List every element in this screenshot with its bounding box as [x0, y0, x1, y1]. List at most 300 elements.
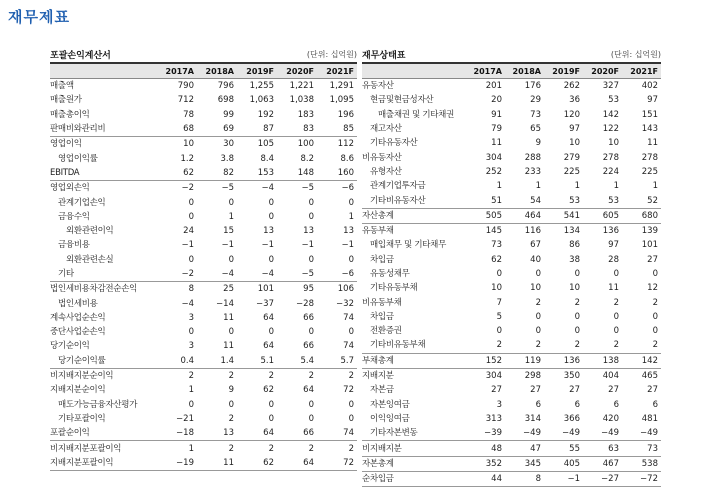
row-label: 유동성채무: [370, 269, 410, 279]
cell-value: 505: [466, 208, 505, 223]
cell-value: 0: [268, 327, 274, 338]
table-row: [50, 296, 357, 310]
cell-value: 55: [544, 441, 583, 456]
cell-value: 6: [535, 399, 541, 410]
cell-value: 25: [197, 282, 237, 297]
table-row: [50, 166, 357, 181]
row-label: 기타포괄이익: [58, 413, 106, 424]
cell-value: 24: [183, 226, 194, 237]
row-label: 중단사업순손익: [50, 327, 106, 338]
cell-value: −1: [544, 472, 583, 487]
income-statement-table: [50, 64, 357, 471]
cell-value: 192: [257, 109, 274, 120]
row-label: 매출총이익: [50, 109, 90, 120]
cell-value: 64: [263, 312, 274, 323]
cell-value: −4: [237, 181, 277, 196]
row-label: 유동자산: [362, 81, 394, 92]
cell-value: 0: [268, 399, 274, 410]
table-row: [50, 311, 357, 325]
row-label: 기타비유동자산: [370, 195, 426, 206]
cell-value: 538: [622, 456, 661, 471]
cell-value: 5.1: [260, 355, 274, 366]
row-label: 비유동부채: [362, 297, 402, 308]
cell-value: 1: [228, 211, 234, 222]
cell-value: 0: [348, 327, 354, 338]
cell-value: 1: [157, 441, 197, 456]
cell-value: 66: [303, 341, 314, 352]
row-label: 매출원가: [50, 95, 82, 106]
cell-value: 66: [303, 428, 314, 439]
cell-value: 2: [237, 368, 277, 383]
table-row: [362, 310, 661, 324]
row-label: 금융수익: [58, 211, 90, 222]
table-row: [50, 441, 357, 456]
table-row: [50, 456, 357, 471]
cell-value: 0: [652, 326, 658, 337]
cell-value: −2: [157, 181, 197, 196]
cell-value: 0: [613, 311, 619, 322]
cell-value: 136: [544, 353, 583, 368]
cell-value: 350: [544, 368, 583, 383]
table-row: [50, 368, 357, 383]
cell-value: 605: [583, 208, 622, 223]
cell-value: 153: [257, 167, 274, 178]
row-label: 유동부채: [362, 223, 466, 238]
row-label: 법인세비용: [58, 298, 98, 309]
cell-value: −4: [261, 269, 274, 279]
cell-value: 44: [466, 472, 505, 487]
cell-value: 27: [647, 254, 658, 265]
cell-value: 142: [622, 353, 661, 368]
cell-value: 73: [530, 109, 541, 120]
row-label: 비유동자산: [362, 152, 402, 163]
cell-value: 314: [524, 413, 541, 424]
cell-value: 790: [177, 81, 194, 92]
cell-value: 698: [217, 95, 234, 106]
cell-value: 101: [641, 240, 658, 251]
row-label: 현금및현금성자산: [370, 95, 434, 106]
cell-value: 72: [317, 456, 357, 471]
cell-value: 6: [613, 399, 619, 410]
cell-value: −5: [197, 181, 237, 196]
cell-value: 0: [268, 413, 274, 424]
cell-value: 62: [263, 385, 274, 396]
cell-value: 97: [569, 124, 580, 135]
cell-value: −1: [261, 240, 274, 251]
cell-value: 27: [569, 385, 580, 396]
cell-value: 53: [608, 95, 619, 106]
cell-value: 119: [505, 353, 544, 368]
cell-value: 1.2: [180, 153, 194, 164]
cell-value: 85: [343, 124, 354, 135]
column-header-year: 2017A: [157, 64, 197, 79]
cell-value: 345: [505, 456, 544, 471]
cell-value: 352: [466, 456, 505, 471]
cell-value: −5: [277, 181, 317, 196]
cell-value: 0: [268, 211, 274, 222]
row-label: 매출액: [50, 81, 74, 92]
cell-value: 9: [228, 385, 234, 396]
cell-value: −1: [301, 240, 314, 251]
cell-value: 225: [641, 166, 658, 177]
row-label: 기타유동부채: [370, 283, 418, 294]
cell-value: 91: [491, 109, 502, 120]
cell-value: −1: [341, 240, 354, 251]
row-label: 당기순이익: [50, 341, 90, 352]
cell-value: −49: [523, 428, 541, 439]
cell-value: 304: [466, 368, 505, 383]
cell-value: 0: [308, 211, 314, 222]
cell-value: 86: [569, 240, 580, 251]
cell-value: 467: [583, 456, 622, 471]
cell-value: 11: [197, 456, 237, 471]
page-title: 재무제표: [8, 8, 70, 26]
row-label: 자본총계: [362, 456, 466, 471]
income-statement-header: [50, 48, 357, 64]
cell-value: 252: [485, 166, 502, 177]
cell-value: 0: [308, 413, 314, 424]
cell-value: 2: [535, 297, 541, 308]
table-row: [362, 412, 661, 426]
table-row: [362, 136, 661, 150]
table-row: [50, 238, 357, 252]
cell-value: 10: [530, 283, 541, 294]
row-label: 당기순이익률: [58, 355, 106, 366]
cell-value: 1: [574, 181, 580, 192]
cell-value: 1,291: [329, 81, 354, 92]
cell-value: 122: [602, 124, 619, 135]
cell-value: 82: [223, 167, 234, 178]
cell-value: 0: [535, 326, 541, 337]
cell-value: 29: [530, 95, 541, 106]
table-row: [362, 368, 661, 383]
income-statement-title: 포괄손익계산서: [50, 51, 111, 61]
cell-value: 20: [491, 95, 502, 106]
table-header-row: [50, 64, 357, 79]
table-row: [362, 122, 661, 136]
cell-value: 134: [544, 223, 583, 238]
cell-value: 10: [157, 137, 197, 152]
column-header-label: [50, 64, 157, 79]
column-header-year: 2018A: [505, 64, 544, 79]
cell-value: 151: [641, 109, 658, 120]
cell-value: −5: [301, 269, 314, 279]
column-header-year: 2019F: [237, 64, 277, 79]
cell-value: 304: [485, 152, 502, 163]
cell-value: 79: [491, 124, 502, 135]
table-row: [50, 137, 357, 152]
cell-value: 0: [188, 327, 194, 338]
cell-value: 36: [569, 95, 580, 106]
cell-value: −1: [181, 240, 194, 251]
row-label: 영업외손익: [50, 181, 157, 196]
table-row: [362, 179, 661, 193]
cell-value: 99: [223, 109, 234, 120]
cell-value: 69: [223, 124, 234, 135]
cell-value: 143: [641, 124, 658, 135]
cell-value: −49: [640, 428, 658, 439]
row-label: 영업이익률: [58, 153, 98, 164]
cell-value: 8: [505, 472, 544, 487]
table-row: [362, 93, 661, 107]
cell-value: 262: [563, 81, 580, 92]
cell-value: 1: [348, 211, 354, 222]
cell-value: 8: [157, 282, 197, 297]
cell-value: 0: [308, 399, 314, 410]
cell-value: 3: [188, 312, 194, 323]
cell-value: 1: [188, 385, 194, 396]
cell-value: −49: [601, 428, 619, 439]
cell-value: 7: [496, 297, 502, 308]
cell-value: 9: [535, 138, 541, 149]
income-statement-unit: (단위: 십억원): [306, 50, 357, 59]
cell-value: 6: [574, 399, 580, 410]
cell-value: 680: [622, 208, 661, 223]
table-row: [362, 383, 661, 397]
cell-value: 0: [308, 197, 314, 208]
cell-value: 1,038: [289, 95, 314, 106]
cell-value: 27: [608, 385, 619, 396]
cell-value: 62: [237, 456, 277, 471]
cell-value: 74: [343, 341, 354, 352]
cell-value: 1: [535, 181, 541, 192]
row-label: 차입금: [370, 311, 394, 322]
cell-value: 3.8: [220, 153, 234, 164]
cell-value: 176: [524, 81, 541, 92]
table-row: [362, 253, 661, 267]
cell-value: 541: [544, 208, 583, 223]
cell-value: 10: [608, 138, 619, 149]
cell-value: 100: [277, 137, 317, 152]
cell-value: 0: [652, 269, 658, 279]
cell-value: 8.6: [340, 153, 354, 164]
table-row: [362, 165, 661, 179]
table-row: [362, 108, 661, 122]
table-row: [362, 472, 661, 487]
cell-value: −32: [336, 298, 354, 309]
table-row: [50, 426, 357, 441]
cell-value: 2: [197, 441, 237, 456]
cell-value: 87: [263, 124, 274, 135]
row-label: 비지배지분: [362, 441, 466, 456]
cell-value: 712: [177, 95, 194, 106]
cell-value: 183: [297, 109, 314, 120]
cell-value: −6: [317, 181, 357, 196]
cell-value: −27: [583, 472, 622, 487]
table-row: [50, 339, 357, 353]
cell-value: 65: [530, 124, 541, 135]
cell-value: 481: [641, 413, 658, 424]
cell-value: 53: [569, 195, 580, 206]
cell-value: 796: [217, 81, 234, 92]
cell-value: 136: [583, 223, 622, 238]
cell-value: 67: [530, 240, 541, 251]
table-row: [362, 267, 661, 281]
cell-value: 120: [563, 109, 580, 120]
cell-value: 0: [535, 311, 541, 322]
cell-value: 0: [228, 399, 234, 410]
row-label: 순차입금: [362, 472, 466, 487]
cell-value: 0: [574, 311, 580, 322]
cell-value: 27: [491, 385, 502, 396]
cell-value: 8.4: [260, 153, 274, 164]
cell-value: 3: [188, 341, 194, 352]
cell-value: 420: [602, 413, 619, 424]
cell-value: 5: [496, 311, 502, 322]
cell-value: 64: [263, 428, 274, 439]
row-label: 지배지분순이익: [50, 385, 106, 396]
cell-value: 11: [608, 283, 619, 294]
table-row: [50, 79, 357, 94]
cell-value: 66: [303, 312, 314, 323]
cell-value: 0: [348, 399, 354, 410]
table-row: [362, 324, 661, 338]
cell-value: 3: [496, 399, 502, 410]
cell-value: −6: [341, 269, 354, 279]
table-row: [50, 267, 357, 282]
cell-value: 138: [583, 353, 622, 368]
cell-value: 83: [303, 124, 314, 135]
row-label: 매출채권 및 기타채권: [378, 109, 455, 120]
cell-value: 2: [652, 297, 658, 308]
cell-value: 139: [622, 223, 661, 238]
row-label: 매입채무 및 기타채무: [370, 240, 447, 251]
cell-value: 72: [343, 385, 354, 396]
cell-value: 1: [652, 181, 658, 192]
table-row: [362, 426, 661, 441]
cell-value: 105: [237, 137, 277, 152]
table-row: [50, 195, 357, 209]
cell-value: −39: [484, 428, 502, 439]
cell-value: 30: [197, 137, 237, 152]
cell-value: 2: [277, 368, 317, 383]
cell-value: 11: [223, 312, 234, 323]
cell-value: 13: [223, 428, 234, 439]
row-label: 부채총계: [362, 353, 466, 368]
row-label: 기타비유동부채: [370, 340, 426, 351]
cell-value: 12: [647, 283, 658, 294]
table-row: [362, 281, 661, 295]
cell-value: 0: [308, 254, 314, 265]
cell-value: 278: [641, 152, 658, 163]
cell-value: 95: [277, 282, 317, 297]
cell-value: 13: [343, 226, 354, 237]
table-row: [362, 208, 661, 223]
cell-value: 116: [505, 223, 544, 238]
cell-value: 13: [263, 226, 274, 237]
cell-value: 278: [602, 152, 619, 163]
cell-value: 0.4: [180, 355, 194, 366]
row-label: 매도가능금융자산평가: [58, 399, 138, 410]
row-label: 외환관련손실: [66, 254, 114, 265]
cell-value: −1: [221, 240, 234, 251]
cell-value: 0: [228, 197, 234, 208]
table-row: [50, 108, 357, 122]
cell-value: 74: [343, 428, 354, 439]
cell-value: −4: [181, 298, 194, 309]
cell-value: 0: [228, 327, 234, 338]
cell-value: 0: [613, 269, 619, 279]
cell-value: 47: [505, 441, 544, 456]
cell-value: −4: [221, 269, 234, 279]
row-label: 관계기업손익: [58, 197, 106, 208]
cell-value: 48: [466, 441, 505, 456]
cell-value: 68: [183, 124, 194, 135]
cell-value: 0: [308, 327, 314, 338]
cell-value: 1: [613, 181, 619, 192]
row-label: 기타자본변동: [370, 428, 418, 439]
cell-value: −18: [176, 428, 194, 439]
cell-value: 6: [652, 399, 658, 410]
balance-sheet-unit: (단위: 십억원): [610, 50, 661, 59]
cell-value: 64: [277, 456, 317, 471]
table-row: [50, 181, 357, 196]
column-header-year: 2019F: [544, 64, 583, 79]
row-label: 영업이익: [50, 137, 157, 152]
cell-value: 1,221: [289, 81, 314, 92]
cell-value: 101: [237, 282, 277, 297]
cell-value: 5.4: [300, 355, 314, 366]
cell-value: 73: [491, 240, 502, 251]
cell-value: 201: [485, 81, 502, 92]
row-label: 지배지분포괄이익: [50, 456, 157, 471]
cell-value: 11: [647, 138, 658, 149]
table-row: [50, 253, 357, 267]
cell-value: −49: [562, 428, 580, 439]
cell-value: 0: [535, 269, 541, 279]
row-label: 외환관련이익: [66, 226, 114, 237]
row-label: 재고자산: [370, 124, 402, 135]
column-header-year: 2021F: [622, 64, 661, 79]
cell-value: 2: [237, 441, 277, 456]
cell-value: 62: [183, 167, 194, 178]
column-header-year: 2021F: [317, 64, 357, 79]
table-row: [362, 79, 661, 94]
cell-value: 142: [602, 109, 619, 120]
row-label: 전환증권: [370, 326, 402, 337]
row-label: 계속사업순손익: [50, 312, 106, 323]
cell-value: 62: [491, 254, 502, 265]
cell-value: 0: [652, 311, 658, 322]
cell-value: 1,063: [249, 95, 274, 106]
cell-value: 2: [535, 340, 541, 351]
cell-value: 97: [608, 240, 619, 251]
cell-value: 0: [348, 197, 354, 208]
column-header-year: 2017A: [466, 64, 505, 79]
cell-value: 10: [491, 283, 502, 294]
balance-sheet-header: [362, 48, 661, 64]
cell-value: −37: [256, 298, 274, 309]
table-row: [362, 338, 661, 353]
cell-value: 288: [524, 152, 541, 163]
cell-value: 0: [496, 326, 502, 337]
cell-value: 13: [303, 226, 314, 237]
table-row: [50, 354, 357, 369]
cell-value: 64: [303, 385, 314, 396]
cell-value: −72: [622, 472, 661, 487]
cell-value: 64: [263, 341, 274, 352]
cell-value: 0: [188, 211, 194, 222]
row-label: 기타유동자산: [370, 138, 418, 149]
cell-value: 2: [317, 368, 357, 383]
cell-value: 27: [647, 385, 658, 396]
row-label: EBITDA: [50, 167, 80, 178]
table-row: [50, 398, 357, 412]
cell-value: 0: [188, 197, 194, 208]
cell-value: 2: [613, 340, 619, 351]
cell-value: 2: [228, 413, 234, 424]
cell-value: 1.4: [220, 355, 234, 366]
